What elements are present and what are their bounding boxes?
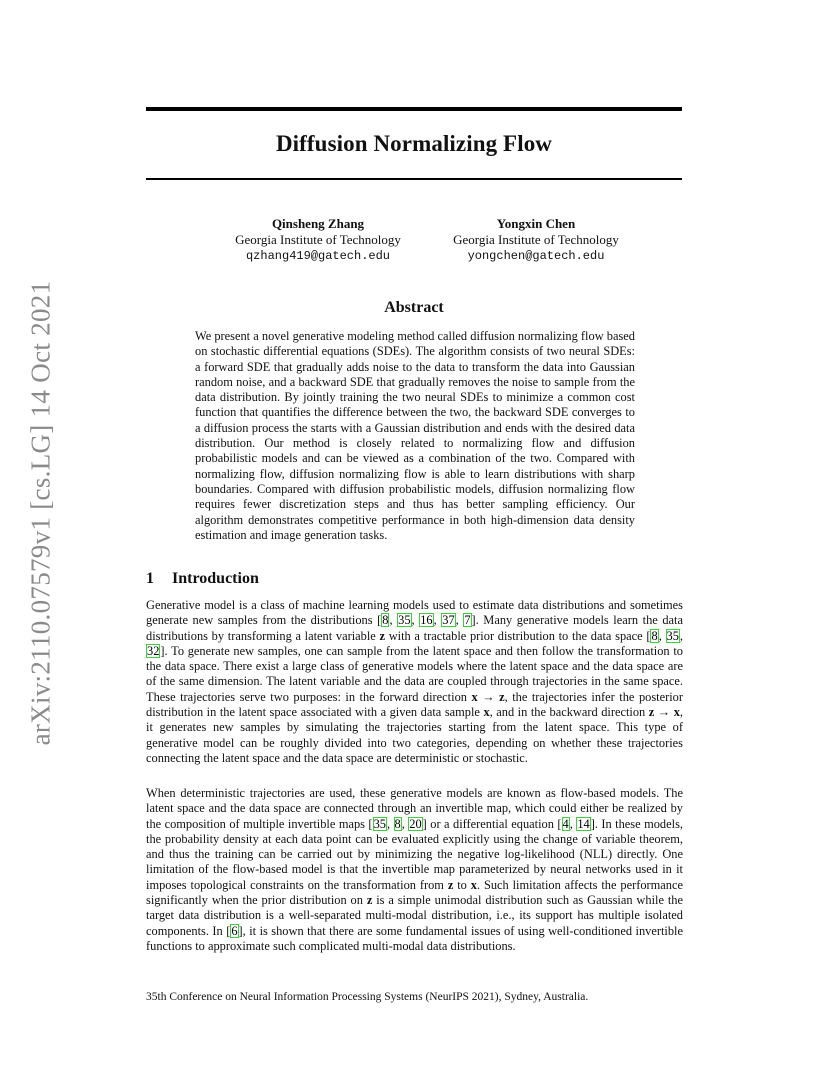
citation-link[interactable]: 8 [382,613,389,628]
citation-link[interactable]: 16 [420,613,433,628]
citation-link[interactable]: 32 [147,643,160,658]
intro-paragraph-1: Generative model is a class of machine learning models used to estimate data distributions and sometimes generate new samples from the distributions [8, 35, 16, 37, 7]. Many generative models learn the data distributions by transforming a latent variable z with a tractable prior distribution to the data space [8, 35, 32]. To generate new samples, one can sample from the latent space and then follow the transformation to the data space. There exist a large class of generative models where the latent space and the data space are of the same dimension. The latent variable and the data are coupled through trajectories in the same space. These trajectories serve two purposes: in the forward direction x → z, the trajectories infer the posterior distribution in the latent space associated with a given data sample x, and in the backward direction z → x, it generates new samples by simulating the trajectories starting from the latent space. This type of generative model can be roughly divided into two categories, depending on whether these trajectories connecting the latent space and the data space are deterministic or stochastic. [146,598,684,765]
text-run: ]. To generate new samples, one can sample from the latent space and then follow the transformation to the data space. There exist a large class of generative models where the latent space and the data space are of the same dimension. The latent variable and the data are coupled through trajectories in the same space. These trajectories serve two purposes: in the forward direction [146,643,683,704]
text-run: ] or a differential equation [ [422,816,562,831]
text-run: ], it is shown that there are some fundamental issues of using well-conditioned invertible functions to approximate such complicated multi-modal data distributions. [146,923,683,953]
citation-link[interactable]: 35 [398,613,411,628]
author-email: yongchen@gatech.edu [467,249,605,263]
text-run: When deterministic trajectories are used, these generative models are known as flow-based models. The latent space and the data space are connected through an invertible map, which could either be realized by the composition of multiple invertible maps [ [146,786,683,831]
title-top-rule [146,107,682,111]
citation-link[interactable]: 37 [442,613,455,628]
text-run: , the trajectories infer the posterior distribution in the latent space associated with a given data sample [146,689,683,720]
text-run: ]. Many generative models learn the data distributions by transforming a latent variable [146,613,683,643]
math-variable: z [366,893,373,908]
conference-footnote: 35th Conference on Neural Information Processing Systems (NeurIPS 2021), Sydney, Australia. [146,991,589,1003]
author-affiliation: Georgia Institute of Technology [453,232,619,247]
author-block [146,216,682,266]
citation-link[interactable]: 7 [464,613,471,628]
citation-link[interactable]: 8 [394,816,401,831]
text-run: with a tractable prior distribution to the data space [ [385,628,651,643]
text-run: Generative model is a class of machine learning models used to estimate data distributions and sometimes generate new samples from the distributions [ [146,598,683,628]
abstract-text: We present a novel generative modeling method called diffusion normalizing flow based on stochastic differential equations (SDEs). The algorithm consists of two neural SDEs: a forward SDE that gradually adds noise to the data to transform the data into Gaussian random noise, and a backward SDE that gradually removes the noise to sample from the data distribution. By jointly training the two neural SDEs to minimize a common cost function that quantifies the difference between the two, the backward SDE converges to a diffusion process the starts with a Gaussian distribution and ends with the desired data distribution. Our method is closely related to normalizing flow and diffusion probabilistic models and can be viewed as a combination of the two. Compared with normalizing flow, diffusion normalizing flow is able to learn distributions with sharp boundaries. Compared with diffusion probabilistic models, diffusion normalizing flow requires fewer discretization steps and thus has better sampling efficiency. Our algorithm demonstrates competitive performance in both high-dimension data density estimation and image generation tasks. [195,329,635,542]
section-number: 1 [146,570,154,587]
text-run: ]. In these models, the probability density at each data point can be evaluated explicitly using the change of variable theorem, and thus the training can be carried out by minimizing the negative log-likelihood (NLL) directly. One limitation of the flow-based model is that the invertible map parameterized by neural networks used in it imposes topological constraints on the transformation from [146,816,683,892]
citation-link[interactable]: 14 [577,816,590,831]
author-email: qzhang419@gatech.edu [245,249,391,263]
citation-link[interactable]: 20 [409,816,422,831]
math-expression: x → z [471,689,505,704]
math-variable: z [379,628,385,643]
abstract-heading: Abstract [384,299,444,316]
author-name: Qinsheng Zhang [271,216,365,231]
math-variable: x [483,705,490,720]
citation-link[interactable]: 35 [666,628,679,643]
math-variable: x [470,877,477,892]
text-run: is a simple unimodal distribution such as Gaussian while the target data distribution is a well-separated multi-modal distribution, i.e., its support has multiple isolated components. In [ [146,893,683,938]
author-1 [198,216,438,264]
citation-link[interactable]: 4 [562,816,569,831]
section-heading-introduction [146,570,259,588]
citation-link[interactable]: 6 [231,923,238,938]
text-run: . Such limitation affects the performance significantly when the prior distribution on [146,877,683,908]
text-run: to [453,877,471,892]
paper-title: Diffusion Normalizing Flow [275,131,553,156]
author-2 [416,216,656,264]
citation-link[interactable]: 35 [373,816,386,831]
text-run: , it generates new samples by simulating the trajectories starting from the latent space. This type of generative model can be roughly divided into two categories, depending on whether these trajectories connecting the latent space and the data space are deterministic or stochastic. [146,705,684,765]
section-title: Introduction [172,570,259,587]
math-variable: z [447,877,454,892]
text-run: , and in the backward direction [489,705,649,720]
arxiv-identifier-sidebar: arXiv:2110.07579v1 [cs.LG] 14 Oct 2021 [25,280,56,746]
intro-paragraph-2: When deterministic trajectories are used, these generative models are known as flow-based models. The latent space and the data space are connected through an invertible map, which could either be realized by the composition of multiple invertible maps [35, 8, 20] or a differential equation [4, 14]. In these models, the probability density at each data point can be evaluated explicitly using the change of variable theorem, and thus the training can be carried out by minimizing the negative log-likelihood (NLL) directly. One limitation of the flow-based model is that the invertible map parameterized by neural networks used in it imposes topological constraints on the transformation from z to x. Such limitation affects the performance significantly when the prior distribution on z is a simple unimodal distribution such as Gaussian while the target data distribution is a well-separated multi-modal distribution, i.e., its support has multiple isolated components. In [6], it is shown that there are some fundamental issues of using well-conditioned invertible functions to approximate such complicated multi-modal data distributions. [146,786,683,953]
citation-link[interactable]: 8 [651,628,658,643]
math-expression: z → x [648,705,680,720]
author-affiliation: Georgia Institute of Technology [235,232,401,247]
author-name: Yongxin Chen [496,216,576,231]
title-bottom-rule [146,178,682,180]
